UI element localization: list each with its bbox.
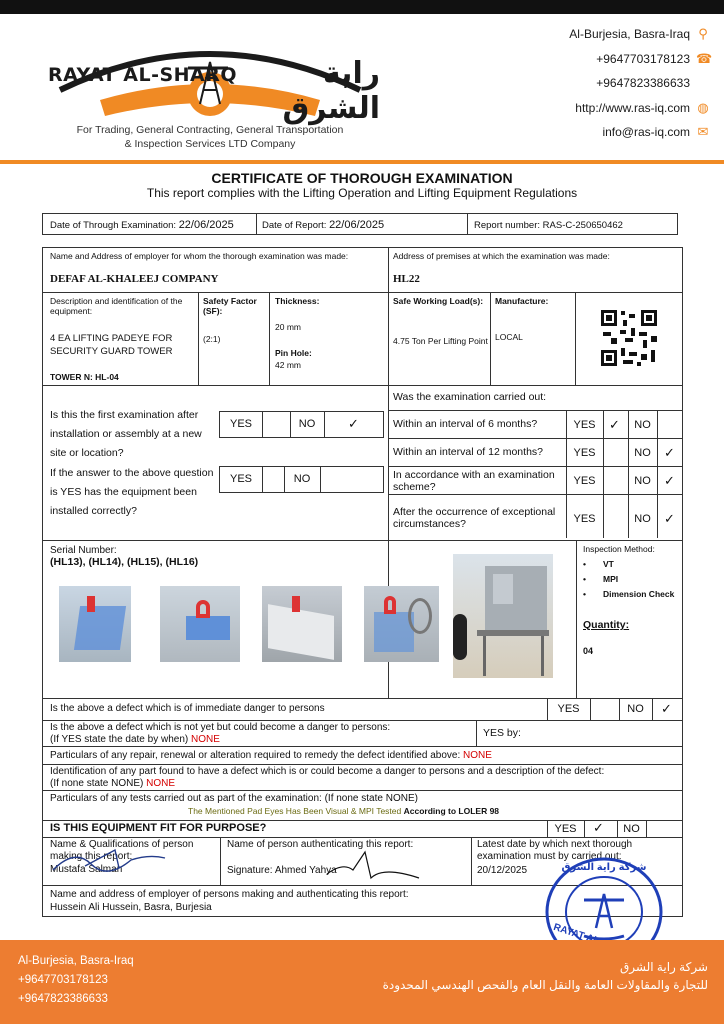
first-exam-yes[interactable]: YES <box>229 418 252 430</box>
defect-identification: Identification of any part found to have a defect which is or could become a danger to persons and a description of the defect: <box>50 766 605 777</box>
contact-website[interactable]: http://www.ras-iq.com <box>575 100 690 115</box>
report-number-label: Report number: <box>474 220 541 231</box>
footer-phone1: +9647703178123 <box>18 974 108 986</box>
tower-number: TOWER N: HL-04 <box>50 372 119 382</box>
header-contact <box>569 22 713 145</box>
padeye-photo-hl15 <box>262 586 342 662</box>
first-exam-answer <box>219 411 384 438</box>
immediate-no-check: ✓ <box>661 701 672 716</box>
exam-date-label: Date of Through Examination: <box>50 220 177 231</box>
guard-tower-photo <box>453 554 553 678</box>
carried-out-question: Was the examination carried out: <box>393 391 547 403</box>
next-exam-label: Latest date by which next thorough examination must by carried out: <box>477 839 633 862</box>
footer-ar-line1: شركة راية الشرق <box>619 960 708 974</box>
yes-by-label: YES by: <box>483 727 521 739</box>
authenticator-name: Ahmed Yahya <box>274 865 337 876</box>
employer-value: DEFAF AL-KHALEEJ COMPANY <box>50 273 219 285</box>
footer-arabic <box>383 958 708 994</box>
logo-subtitle-line2: & Inspection Services LTD Company <box>124 138 296 150</box>
installed-yes[interactable]: YES <box>229 473 252 485</box>
contact-phone2: +9647823386633 <box>596 76 690 90</box>
padeye-photo-hl16 <box>364 586 439 662</box>
immediate-no[interactable]: NO <box>627 703 644 715</box>
report-maker-signature <box>45 844 185 878</box>
swl-value: 4.75 Ton Per Lifting Point <box>393 336 488 346</box>
footer <box>0 940 724 1024</box>
padeye-photo-hl14 <box>160 586 240 662</box>
scheme-yes[interactable]: YES <box>573 475 596 487</box>
top-bar <box>0 0 724 14</box>
location-pin-icon: ⚲ <box>698 26 708 42</box>
contact-phone1: +9647703178123 <box>596 51 690 66</box>
meta-row <box>42 213 678 235</box>
employer-auth-value: Hussein Ali Hussein, Basra, Burjesia <box>50 902 212 913</box>
first-exam-no-check: ✓ <box>348 416 359 431</box>
installed-no[interactable]: NO <box>293 473 311 485</box>
premises-label: Address of premises at which the examination was made: <box>393 251 610 261</box>
certificate-title: CERTIFICATE OF THOROUGH EXAMINATION <box>211 170 513 186</box>
quantity-label: Quantity: <box>583 619 630 631</box>
logo-subtitle-line1: For Trading, General Contracting, General Transportation <box>76 124 344 136</box>
six-months-no[interactable]: NO <box>634 419 651 431</box>
installed-correctly-question: If the answer to the above question is YES has the equipment been installed correctly? <box>50 467 214 517</box>
fit-yes-check: ✓ <box>593 820 604 835</box>
fit-yes[interactable]: YES <box>554 823 577 835</box>
footer-address: Al-Burjesia, Basra-Iraq <box>18 955 134 967</box>
stamp-text-ar: شركة راية الشرق <box>561 862 647 873</box>
employer-label: Name and Address of employer for whom the thorough examination was made: <box>50 251 349 261</box>
next-exam-date: 20/12/2025 <box>477 865 528 876</box>
pin-hole-label: Pin Hole: <box>275 348 312 358</box>
exceptional-no[interactable]: NO <box>634 513 651 525</box>
pin-hole-value: 42 mm <box>275 360 301 370</box>
scheme-no[interactable]: NO <box>634 475 651 487</box>
qr-code-icon <box>599 308 659 368</box>
scheme-question: In accordance with an examination scheme? <box>393 469 555 493</box>
serial-label: Serial Number: <box>50 545 117 556</box>
report-number: RAS-C-250650462 <box>542 220 623 231</box>
report-date-label: Date of Report: <box>262 220 327 231</box>
exam-date: 22/06/2025 <box>178 219 234 231</box>
thickness-label: Thickness: <box>275 296 320 306</box>
twelve-months-question: Within an interval of 12 months? <box>393 446 543 458</box>
installed-correctly-answer <box>219 466 384 493</box>
scheme-no-check: ✓ <box>664 473 675 488</box>
six-months-question: Within an interval of 6 months? <box>393 418 538 430</box>
globe-icon: ◍ <box>697 99 709 115</box>
envelope-icon: ✉ <box>697 124 709 140</box>
company-logo <box>40 28 380 148</box>
future-danger-question: Is the above a defect which is not yet but could become a danger to persons: <box>50 722 391 733</box>
six-months-yes[interactable]: YES <box>573 419 596 431</box>
premises-value: HL22 <box>393 273 420 285</box>
manufacture-value: LOCAL <box>495 332 523 342</box>
logo-text-en: RAYAT AL-SHARQ <box>48 64 238 86</box>
tests-value: The Mentioned Pad Eyes Has Been Visual & MPI Tested <box>188 806 402 816</box>
first-exam-no[interactable]: NO <box>298 418 316 430</box>
fit-no[interactable]: NO <box>623 823 640 835</box>
contact-address: Al-Burjesia, Basra-Iraq <box>569 27 690 41</box>
exceptional-no-check: ✓ <box>664 511 675 526</box>
quantity-value: 04 <box>583 646 594 656</box>
certificate-subtitle: This report complies with the Lifting Operation and Lifting Equipment Regulations <box>146 186 578 200</box>
twelve-months-no-check: ✓ <box>664 445 675 460</box>
swl-label: Safe Working Load(s): <box>393 296 484 306</box>
immediate-yes[interactable]: YES <box>557 703 580 715</box>
contact-email[interactable]: info@ras-iq.com <box>602 125 690 139</box>
tests-particulars: Particulars of any tests carried out as part of the examination: (If none state NONE) <box>50 793 418 804</box>
logo-subtitle <box>40 123 380 151</box>
equipment-desc-label: Description and identification of the equipment: <box>50 296 183 316</box>
safety-factor-label: Safety Factor (SF): <box>203 296 257 316</box>
exceptional-question: After the occurrence of exceptional circumstances? <box>393 506 556 530</box>
report-maker-label: Name & Qualifications of person making this report: <box>50 839 194 862</box>
phone-icon: ☎ <box>696 50 713 66</box>
twelve-months-yes[interactable]: YES <box>573 447 596 459</box>
logo-text-ar: راية الشرق <box>282 56 380 126</box>
authenticator-signature-label: Signature: <box>227 865 273 876</box>
thickness-value: 20 mm <box>275 322 301 332</box>
safety-factor-value: (2:1) <box>203 334 221 344</box>
twelve-months-no[interactable]: NO <box>634 447 651 459</box>
employer-auth-label: Name and address of employer of persons making and authenticating this report: <box>50 889 409 900</box>
authenticator-signature <box>323 848 423 882</box>
inspection-method-item: • MPI <box>583 574 619 584</box>
defect-identification-value: NONE <box>146 778 176 789</box>
serial-value: (HL13), (HL14), (HL15), (HL16) <box>50 556 199 568</box>
six-months-yes-check: ✓ <box>609 417 620 432</box>
examination-table <box>42 247 683 917</box>
header-divider <box>0 160 724 164</box>
footer-ar-line2: للتجارة والمقاولات العامة والنقل العام والفحص الهندسي المحدودة <box>382 978 708 992</box>
first-exam-question: Is this the first examination after installation or assembly at a new site or location? <box>50 409 202 459</box>
padeye-photo-hl13 <box>59 586 131 662</box>
repair-particulars: Particulars of any repair, renewal or alteration required to remedy the defect identified above: NONE <box>50 750 492 761</box>
inspection-method-item: • VT <box>583 559 614 569</box>
inspection-method-label: Inspection Method: <box>583 544 655 554</box>
inspection-method-item: • Dimension Check <box>583 589 675 599</box>
fit-for-purpose-question: IS THIS EQUIPMENT FIT FOR PURPOSE? <box>50 822 267 834</box>
equipment-desc-value: 4 EA LIFTING PADEYE FOR SECURITY GUARD TOWER <box>50 333 173 357</box>
exceptional-yes[interactable]: YES <box>573 513 596 525</box>
immediate-danger-question: Is the above a defect which is of immediate danger to persons <box>50 703 325 714</box>
inspection-methods-list <box>583 557 674 602</box>
footer-phone2: +9647823386633 <box>18 993 108 1005</box>
tests-standard: According to LOLER 98 <box>403 806 500 816</box>
future-danger-instruction: (If YES state the date by when) NONE <box>50 734 220 745</box>
footer-contact <box>18 952 134 1009</box>
manufacture-label: Manufacture: <box>495 296 549 306</box>
report-date: 22/06/2025 <box>329 219 385 231</box>
defect-identification-instruction: (If none state NONE) <box>50 778 144 789</box>
report-maker-name: Mustafa Salman <box>50 864 123 875</box>
authenticator-label: Name of person authenticating this report: <box>227 839 414 850</box>
